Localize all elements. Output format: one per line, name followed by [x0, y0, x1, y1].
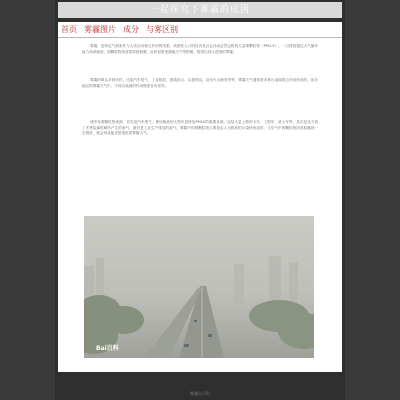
- article-paragraph: 城市有毒颗粒物来源：首先是汽车尾气。使用柴油的大型车是排放PM10的重要来源，包括大量上路的卡车、工程车、渣土车等，其次是北方到了冬季烧煤供暖所产生的废气，最后是工业生产排放的废气。雾霾中的细颗粒物主要是由人为排放的污染物形成的，当空气中的颗粒物浓度积累到一定程度，就会形成能见度很低的雾霾天气。: [82, 120, 318, 136]
- nav-composition[interactable]: 成分: [123, 25, 139, 34]
- main-nav: [58, 22, 342, 38]
- page-footer: 雾霾小百科: [190, 391, 210, 396]
- page-container: [55, 0, 345, 400]
- nav-difference-from-fog[interactable]: 与雾区别: [146, 25, 178, 34]
- nav-haze-photos[interactable]: 雾霾图片: [84, 25, 116, 34]
- content-sheet: [58, 22, 342, 372]
- article-paragraph: 雾霾的源头多种多样，比如汽车尾气、工业排放、建筑扬尘、垃圾焚烧，甚至火山喷发等等，雾霾天气通常是多种污染源混合作用形成的。但各地区的雾霾天气中，不同污染源的作用程度各有差异。: [82, 78, 318, 88]
- article-paragraph: 雾霾，是特定气候条件与人类活动相互作用的结果。高密度人口的经济及社会活动必然会排放大量细颗粒物（PM2.5），一旦排放超过大气循环能力和承载度，细颗粒物浓度将持续积聚，此时如果受静稳天气等影响，极易出现大范围的雾霾。: [82, 44, 318, 54]
- nav-home[interactable]: 首页: [61, 25, 77, 34]
- haze-photo: [84, 216, 314, 358]
- watermark-logo: Bai百科: [96, 345, 119, 352]
- site-banner: 一起探究下雾霾的成因: [58, 2, 342, 18]
